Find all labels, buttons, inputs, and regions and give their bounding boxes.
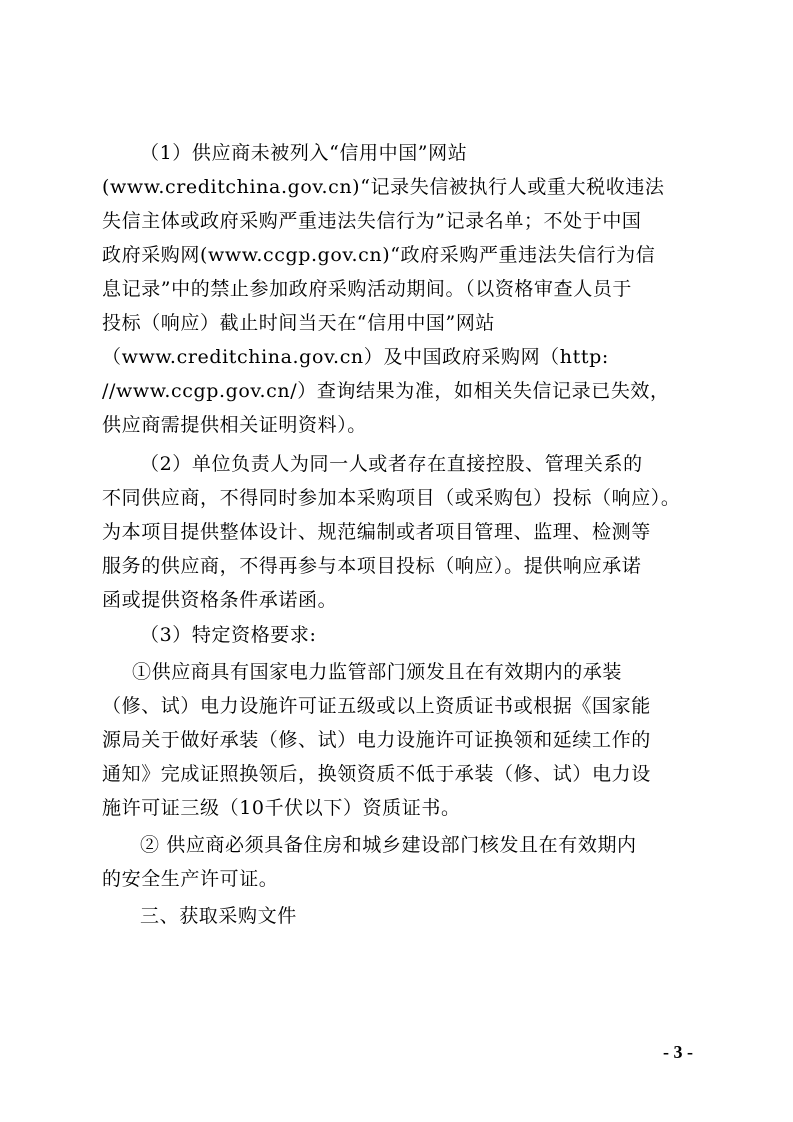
paragraph-line: （修、试）电力设施许可证五级或以上资质证书或根据《国家能 [102,695,651,717]
paragraph-line: 服务的供应商，不得再参与本项目投标（响应）。提供响应承诺 [102,555,642,577]
paragraph-line: 息记录”中的禁止参加政府采购活动期间。（以资格审查人员于 [102,278,633,300]
paragraph-line: 为本项目提供整体设计、规范编制或者项目管理、监理、检测等 [102,521,651,543]
paragraph-line: 通知》完成证照换领后，换领资质不低于承装（修、试）电力设 [102,763,651,785]
paragraph-line: 供应商需提供相关证明资料）。 [102,414,367,436]
page-number: - 3 - [663,1042,693,1062]
paragraph-line: 的安全生产许可证。 [102,868,279,890]
paragraph-line: (www.creditchina.gov.cn)“记录失信被执行人或重大税收违法 [102,176,665,198]
paragraph-line: （www.creditchina.gov.cn）及中国政府采购网（http: [102,346,609,368]
paragraph-line: 政府采购网(www.ccgp.gov.cn)“政府采购严重违法失信行为信 [102,244,656,266]
paragraph-line: 失信主体或政府采购严重违法失信行为”记录名单；不处于中国 [102,210,642,232]
paragraph-line: （1）供应商未被列入“信用中国”网站 [140,142,468,164]
paragraph-line: ② 供应商必须具备住房和城乡建设部门核发且在有效期内 [140,834,637,856]
paragraph-line: 投标（响应）截止时间当天在“信用中国”网站 [102,312,496,334]
paragraph-line: 施许可证三级（10千伏以下）资质证书。 [102,797,461,819]
paragraph-line: （3）特定资格要求: [140,624,317,646]
paragraph-line: 不同供应商，不得同时参加本采购项目（或采购包）投标（响应）。 [102,487,681,509]
section-heading: 三、获取采购文件 [140,905,297,927]
paragraph-line: 源局关于做好承装（修、试）电力设施许可证换领和延续工作的 [102,729,651,751]
paragraph-line: ①供应商具有国家电力监管部门颁发且在有效期内的承装 [132,661,623,683]
paragraph-line: （2）单位负责人为同一人或者存在直接控股、管理关系的 [140,453,643,475]
paragraph-line: //www.ccgp.gov.cn/）查询结果为准，如相关失信记录已失效， [102,380,670,402]
paragraph-line: 函或提供资格条件承诺函。 [102,589,338,611]
